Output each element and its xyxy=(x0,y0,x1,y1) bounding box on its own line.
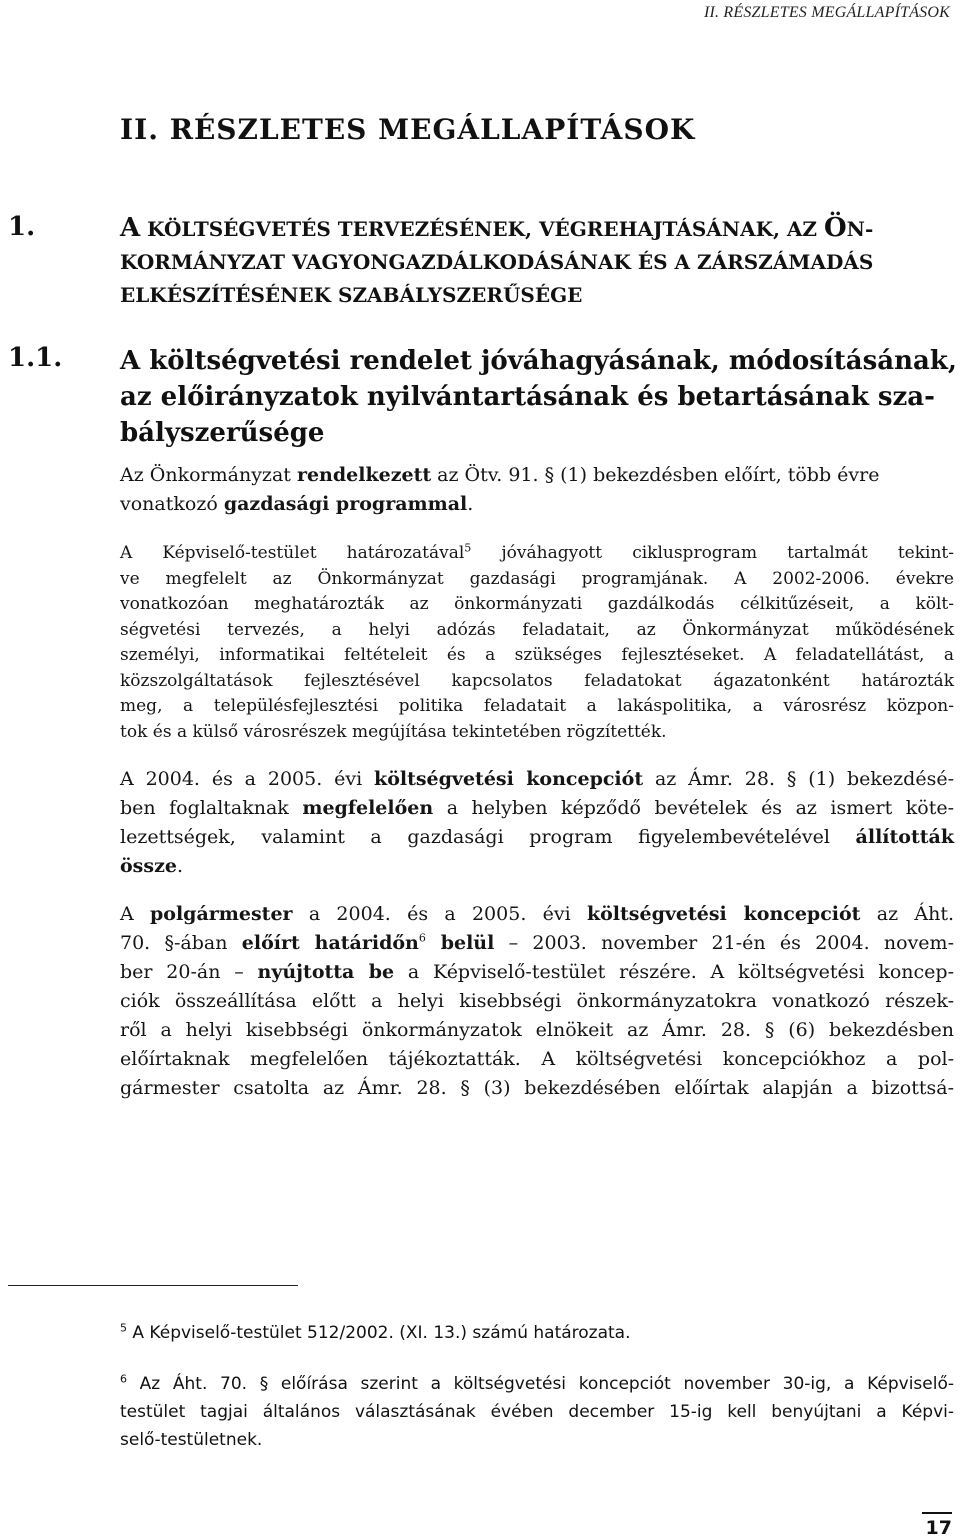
text-line: Az Önkormányzat rendelkezett az Ötv. 91. § (1) bekezdésben előírt, több évre xyxy=(120,464,880,486)
text-line: ről a helyi kisebbségi önkormányzatok elnökeit az Ámr. 28. § (6) bekezdésben xyxy=(120,1019,954,1041)
chapter-number: 1. xyxy=(8,212,36,242)
text-line: gármester csatolta az Ámr. 28. § (3) bekezdésében előírtak alapján a bizottsá- xyxy=(120,1077,954,1099)
text-line: vonatkozó gazdasági programmal. xyxy=(120,493,474,515)
text-line: ber 20-án – nyújtotta be a Képviselő-testület részére. A költségvetési koncep- xyxy=(120,961,955,983)
section-number: 1.1. xyxy=(8,343,63,373)
text-line: előírtaknak megfelelően tájékoztatták. A költségvetési koncepciókhoz a pol- xyxy=(120,1048,954,1070)
text-line: ve megfelelt az Önkormányzat gazdasági programjának. A 2002-2006. évekre xyxy=(120,568,954,589)
chapter-heading-line: A KÖLTSÉGVETÉS TERVEZÉSÉNEK, VÉGREHAJTÁSÁNAK, AZ ÖN- xyxy=(120,213,874,243)
paragraph-concept xyxy=(120,765,954,881)
running-header: II. RÉSZLETES MEGÁLLAPÍTÁSOK xyxy=(703,4,950,21)
footnote-separator xyxy=(8,1285,298,1286)
text-line: A 2004. és a 2005. évi költségvetési koncepciót az Ámr. 28. § (1) bekezdésé- xyxy=(120,768,954,790)
chapter-heading-line: KORMÁNYZAT VAGYONGAZDÁLKODÁSÁNAK ÉS A ZÁRSZÁMADÁS xyxy=(120,250,874,274)
chapter-heading xyxy=(8,212,952,312)
text-line: ben foglaltaknak megfelelően a helyben képződő bevételek és az ismert köte- xyxy=(120,797,954,819)
paragraph-cycle-program xyxy=(120,541,954,745)
text-line: 70. §-ában előírt határidőn$^6$ belül – 2003. november 21-én és 2004. novem- xyxy=(120,931,954,954)
text-line: vonatkozóan meghatározták az önkormányzati gazdálkodás célkitűzéseit, a költ- xyxy=(120,594,954,614)
text-line: össze. xyxy=(120,855,183,877)
footnote-5 xyxy=(120,1319,954,1347)
text-line: közszolgáltatások fejlesztésével kapcsolatos feladatokat ágazatonként határozták xyxy=(120,670,954,691)
text-line: tok és a külső városrészek megújítása tekintetében rögzítették. xyxy=(120,721,667,742)
text-line: ségvetési tervezés, a helyi adózás feladatait, az Önkormányzat működésének xyxy=(120,619,954,640)
section-heading-line: bályszerűsége xyxy=(120,418,325,448)
page-number: 17 xyxy=(922,1512,952,1539)
text-line: meg, a településfejlesztési politika feladatait a lakáspolitika, a városrész közpon- xyxy=(120,696,954,716)
paragraph-program xyxy=(120,461,954,519)
section-heading-line: A költségvetési rendelet jóváhagyásának, módosításának, xyxy=(120,346,957,376)
footnote-line: $^5$ A Képviselő-testület 512/2002. (XI. 13.) számú határozata. xyxy=(120,1321,631,1343)
footnote-line: $^6$ Az Áht. 70. § előírása szerint a költségvetési koncepciót november 30-ig, a Képviselő- xyxy=(120,1372,954,1394)
footnote-6 xyxy=(120,1370,954,1454)
footnote-ref-5[interactable]: 5 xyxy=(464,541,472,555)
section-heading xyxy=(8,343,957,451)
paragraph-mayor xyxy=(120,900,954,1103)
section-heading-line: az előirányzatok nyilvántartásának és betartásának sza- xyxy=(120,382,935,412)
text-line: ciók összeállítása előtt a helyi kisebbségi önkormányzatokra vonatkozó részek- xyxy=(120,990,954,1012)
text-line: A Képviselő-testület határozatával$^5$ jóváhagyott ciklusprogram tartalmát tekint- xyxy=(120,541,954,563)
text-line: személyi, informatikai feltételeit és a szükséges fejlesztéseket. A feladatellátást, a xyxy=(120,645,954,665)
text-line: lezettségek, valamint a gazdasági program figyelembevételével állították xyxy=(120,826,954,848)
footnote-line: selő-testületnek. xyxy=(120,1430,263,1450)
text-line: A polgármester a 2004. és a 2005. évi költségvetési koncepciót az Áht. xyxy=(120,903,954,925)
chapter-heading-line: ELKÉSZÍTÉSÉNEK SZABÁLYSZERŰSÉGE xyxy=(120,283,583,307)
footnote-line: testület tagjai általános választásának évében december 15-ig kell benyújtani a Képvi- xyxy=(120,1402,954,1422)
footnote-ref-6[interactable]: 6 xyxy=(418,931,426,945)
part-title: II. RÉSZLETES MEGÁLLAPÍTÁSOK xyxy=(120,113,696,146)
